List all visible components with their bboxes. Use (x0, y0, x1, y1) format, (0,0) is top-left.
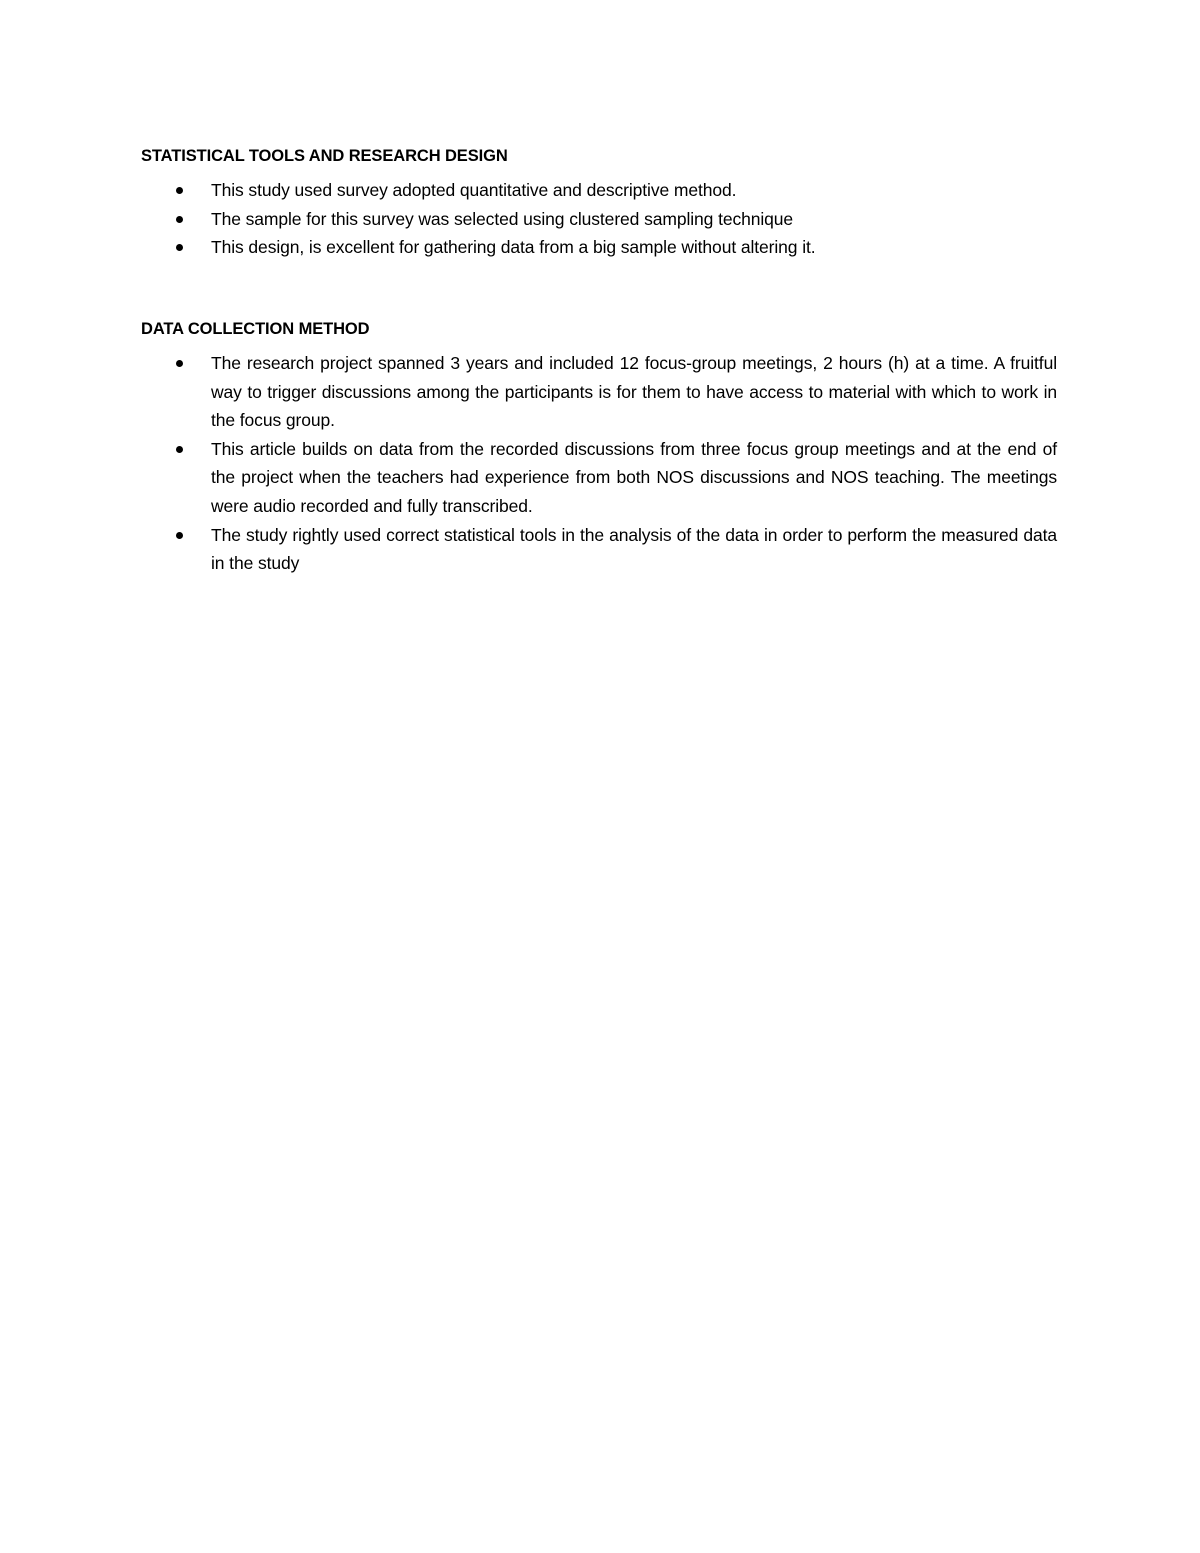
list-item-text: The study rightly used correct statistical tools in the analysis of the data in order to perform the measured data in the study (211, 524, 1057, 574)
section-heading: STATISTICAL TOOLS AND RESEARCH DESIGN (141, 147, 508, 165)
list-item (141, 349, 1057, 435)
bullet-icon (176, 216, 183, 223)
list-item (141, 176, 1057, 205)
bullet-list (141, 176, 1057, 262)
list-item-text: This design, is excellent for gathering data from a big sample without altering it. (211, 237, 816, 258)
list-item-text: This article builds on data from the recorded discussions from three focus group meetings and at the end of the project when the teachers had experience from both NOS discussions and NOS teaching. The meetings were audio recorded and fully transcribed. (211, 438, 1057, 516)
list-item (141, 233, 1057, 262)
bullet-icon (176, 360, 183, 367)
section-heading: DATA COLLECTION METHOD (141, 320, 370, 338)
list-item-text: The sample for this survey was selected using clustered sampling technique (211, 208, 794, 229)
list-item (141, 435, 1057, 521)
list-item-text: The research project spanned 3 years and included 12 focus-group meetings, 2 hours (h) at a time. A fruitful way to trigger discussions among the participants is for them to have access to material with which to work in the focus group. (211, 353, 1057, 431)
list-item (141, 205, 1057, 234)
bullet-icon (176, 244, 183, 251)
section-statistical-tools (141, 145, 1057, 262)
bullet-list (141, 349, 1057, 578)
bullet-icon (176, 446, 183, 453)
list-item-text: This study used survey adopted quantitative and descriptive method. (211, 180, 737, 200)
list-item (141, 521, 1057, 578)
bullet-icon (176, 187, 183, 194)
bullet-icon (176, 532, 183, 539)
section-data-collection (141, 318, 1057, 578)
